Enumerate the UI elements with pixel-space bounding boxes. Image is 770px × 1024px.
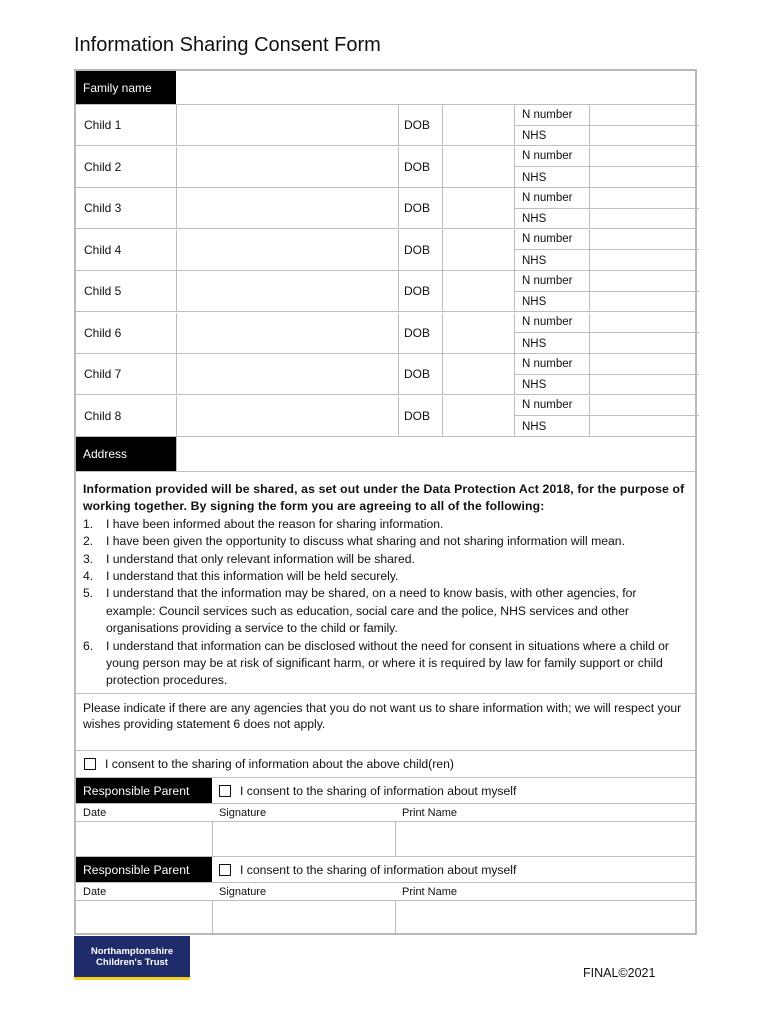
- dob-label: DOB: [398, 147, 442, 187]
- child-id-block: [514, 147, 698, 187]
- parent-2-signature-fields: [76, 901, 695, 935]
- parent-1-consent-label: I consent to the sharing of information about myself: [240, 783, 517, 798]
- child-label: Child 4: [84, 242, 122, 257]
- n-number-field[interactable]: [589, 396, 699, 416]
- dob-label: DOB: [398, 230, 442, 270]
- nhs-field[interactable]: [589, 375, 699, 396]
- dob-label: DOB: [398, 105, 442, 145]
- parent-2-label: Responsible Parent: [76, 857, 212, 882]
- n-number-label: N number: [522, 316, 573, 329]
- child-name-field[interactable]: [176, 147, 398, 187]
- agreement-number: 5.: [83, 586, 94, 601]
- agreement-item: [83, 533, 688, 550]
- nhs-label: NHS: [522, 130, 547, 143]
- n-number-line: [515, 188, 699, 209]
- page-title: Information Sharing Consent Form: [74, 34, 381, 56]
- n-number-field[interactable]: [589, 313, 699, 333]
- n-number-line: [515, 271, 699, 292]
- dob-field[interactable]: [442, 147, 514, 187]
- parent-2-consent-checkbox[interactable]: [219, 864, 231, 876]
- dob-label: DOB: [398, 396, 442, 436]
- parent-1-signature-field[interactable]: [213, 822, 395, 856]
- family-name-label: Family name: [76, 71, 176, 104]
- nhs-field[interactable]: [589, 167, 699, 188]
- child-label: Child 3: [84, 201, 122, 216]
- child-name-field[interactable]: [176, 354, 398, 394]
- nhs-field[interactable]: [589, 126, 699, 147]
- child-label: Child 2: [84, 159, 122, 174]
- parent-2-print-name-label: Print Name: [402, 885, 458, 898]
- nhs-field[interactable]: [589, 333, 699, 354]
- agreement-text: I understand that information can be disclosed without the need for consent in situations where a child or young person may be at risk of significant harm, or where it is required by law for family support or child protection procedures.: [106, 638, 669, 688]
- nhs-label: NHS: [522, 420, 547, 433]
- dob-field[interactable]: [442, 396, 514, 436]
- address-label: Address: [76, 437, 176, 471]
- nhs-line: [515, 167, 699, 188]
- parent-1-print-name-field[interactable]: [396, 822, 696, 856]
- n-number-field[interactable]: [589, 147, 699, 167]
- n-number-line: [515, 147, 699, 168]
- child-label: Child 7: [84, 367, 122, 382]
- child-label: Child 1: [84, 118, 122, 133]
- agreement-number: 1.: [83, 516, 94, 531]
- dob-label: DOB: [398, 354, 442, 394]
- n-number-line: [515, 396, 699, 417]
- parent-2-date-field[interactable]: [76, 901, 212, 935]
- dob-field[interactable]: [442, 105, 514, 145]
- dob-label: DOB: [398, 188, 442, 228]
- n-number-label: N number: [522, 274, 573, 287]
- child-row: [76, 105, 695, 146]
- trust-logo: [74, 936, 190, 980]
- n-number-line: [515, 105, 699, 126]
- child-row: [76, 147, 695, 188]
- child-name-field[interactable]: [176, 230, 398, 270]
- address-row: [76, 437, 695, 472]
- family-name-row: [76, 71, 695, 105]
- nhs-label: NHS: [522, 337, 547, 350]
- n-number-field[interactable]: [589, 105, 699, 125]
- nhs-line: [515, 333, 699, 354]
- agreement-item: [83, 551, 688, 568]
- parent-1-consent: [219, 778, 516, 803]
- parent-2-signature-field[interactable]: [213, 901, 395, 935]
- nhs-label: NHS: [522, 254, 547, 267]
- child-id-block: [514, 313, 698, 353]
- dob-field[interactable]: [442, 354, 514, 394]
- child-row: [76, 271, 695, 312]
- parent-2-signature-label: Signature: [219, 885, 267, 898]
- family-name-field[interactable]: [176, 71, 697, 104]
- n-number-label: N number: [522, 357, 573, 370]
- agreement-number: 2.: [83, 534, 94, 549]
- agency-exclusion-box[interactable]: [76, 694, 695, 751]
- n-number-label: N number: [522, 191, 573, 204]
- agreement-item: [83, 516, 688, 533]
- child-label: Child 5: [84, 284, 122, 299]
- child-id-block: [514, 188, 698, 228]
- parent-1-header: [76, 778, 695, 804]
- dob-field[interactable]: [442, 188, 514, 228]
- child-row: [76, 396, 695, 437]
- nhs-line: [515, 292, 699, 313]
- parent-1-signature-fields: [76, 822, 695, 857]
- n-number-label: N number: [522, 399, 573, 412]
- n-number-label: N number: [522, 150, 573, 163]
- parent-1-date-field[interactable]: [76, 822, 212, 856]
- n-number-line: [515, 313, 699, 334]
- n-number-line: [515, 354, 699, 375]
- agreement-list: [83, 516, 688, 690]
- agreement-text: I have been informed about the reason for sharing information.: [106, 516, 444, 531]
- footer-version: FINAL©2021: [583, 966, 656, 980]
- child-id-block: [514, 105, 698, 145]
- child-row: [76, 188, 695, 229]
- child-row: [76, 313, 695, 354]
- agreement-item: [83, 585, 688, 637]
- agreement-item: [83, 568, 688, 585]
- dob-label: DOB: [398, 313, 442, 353]
- parent-1-signature-label: Signature: [219, 806, 267, 819]
- information-intro: Information provided will be shared, as set out under the Data Protection Act 2018, for the purpose of working together. By signing the form you are agreeing to all of the following:: [83, 482, 685, 514]
- child-row: [76, 230, 695, 271]
- n-number-field[interactable]: [589, 271, 699, 291]
- parent-1-signature-labels: [76, 804, 695, 822]
- agreement-number: 4.: [83, 569, 94, 584]
- agency-exclusion-text: Please indicate if there are any agencies that you do not want us to share information with; we will respect your wishes providing statement 6 does not apply.: [83, 701, 682, 731]
- child-id-block: [514, 396, 698, 436]
- child-id-block: [514, 271, 698, 311]
- child-name-field[interactable]: [176, 396, 398, 436]
- logo-line-1: Northamptonshire: [90, 945, 174, 957]
- nhs-label: NHS: [522, 213, 547, 226]
- information-statement: [76, 472, 695, 694]
- nhs-line: [515, 416, 699, 437]
- nhs-label: NHS: [522, 171, 547, 184]
- agreement-text: I understand that only relevant information will be shared.: [106, 551, 415, 566]
- parent-2-consent-label: I consent to the sharing of information about myself: [240, 862, 517, 877]
- parent-2-date-label: Date: [83, 885, 107, 898]
- dob-field[interactable]: [442, 230, 514, 270]
- agreement-number: 3.: [83, 551, 94, 566]
- child-name-field[interactable]: [176, 271, 398, 311]
- agreement-text: I understand that this information will be held securely.: [106, 569, 399, 584]
- dob-field[interactable]: [442, 313, 514, 353]
- consent-children-label: I consent to the sharing of information about the above child(ren): [105, 757, 454, 771]
- agreement-text: I have been given the opportunity to discuss what sharing and not sharing information will mean.: [106, 534, 625, 549]
- parent-2-signature-labels: [76, 883, 695, 901]
- nhs-field[interactable]: [589, 209, 699, 230]
- agreement-number: 6.: [83, 638, 94, 653]
- parent-2-consent: [219, 857, 516, 882]
- dob-field[interactable]: [442, 271, 514, 311]
- agreement-text: I understand that the information may be shared, on a need to know basis, with other agencies, for example: Council services such as education, social care and the police, NHS services and other organisations providing a service to the child or family.: [106, 586, 637, 636]
- parent-1-consent-checkbox[interactable]: [219, 785, 231, 797]
- n-number-field[interactable]: [589, 188, 699, 208]
- nhs-line: [515, 126, 699, 147]
- nhs-line: [515, 209, 699, 230]
- nhs-field[interactable]: [589, 250, 699, 271]
- parent-1-print-name-label: Print Name: [402, 806, 458, 819]
- child-name-field[interactable]: [176, 105, 398, 145]
- nhs-field[interactable]: [589, 416, 699, 437]
- n-number-label: N number: [522, 233, 573, 246]
- consent-children-checkbox[interactable]: [84, 758, 96, 770]
- agreement-item: [83, 638, 688, 690]
- dob-label: DOB: [398, 271, 442, 311]
- nhs-field[interactable]: [589, 292, 699, 313]
- consent-children-row: [76, 751, 695, 778]
- nhs-line: [515, 250, 699, 271]
- nhs-label: NHS: [522, 296, 547, 309]
- parent-1-date-label: Date: [83, 806, 107, 819]
- consent-form: [74, 69, 697, 935]
- child-name-field[interactable]: [176, 313, 398, 353]
- nhs-line: [515, 375, 699, 396]
- n-number-field[interactable]: [589, 354, 699, 374]
- n-number-line: [515, 230, 699, 251]
- child-id-block: [514, 354, 698, 394]
- child-label: Child 8: [84, 408, 122, 423]
- child-name-field[interactable]: [176, 188, 398, 228]
- address-field[interactable]: [176, 437, 697, 471]
- child-label: Child 6: [84, 325, 122, 340]
- parent-2-header: [76, 857, 695, 883]
- n-number-label: N number: [522, 108, 573, 121]
- parent-1-label: Responsible Parent: [76, 778, 212, 803]
- n-number-field[interactable]: [589, 230, 699, 250]
- parent-2-print-name-field[interactable]: [396, 901, 696, 935]
- nhs-label: NHS: [522, 379, 547, 392]
- child-id-block: [514, 230, 698, 270]
- logo-line-2: Children's Trust: [96, 956, 168, 968]
- child-row: [76, 354, 695, 395]
